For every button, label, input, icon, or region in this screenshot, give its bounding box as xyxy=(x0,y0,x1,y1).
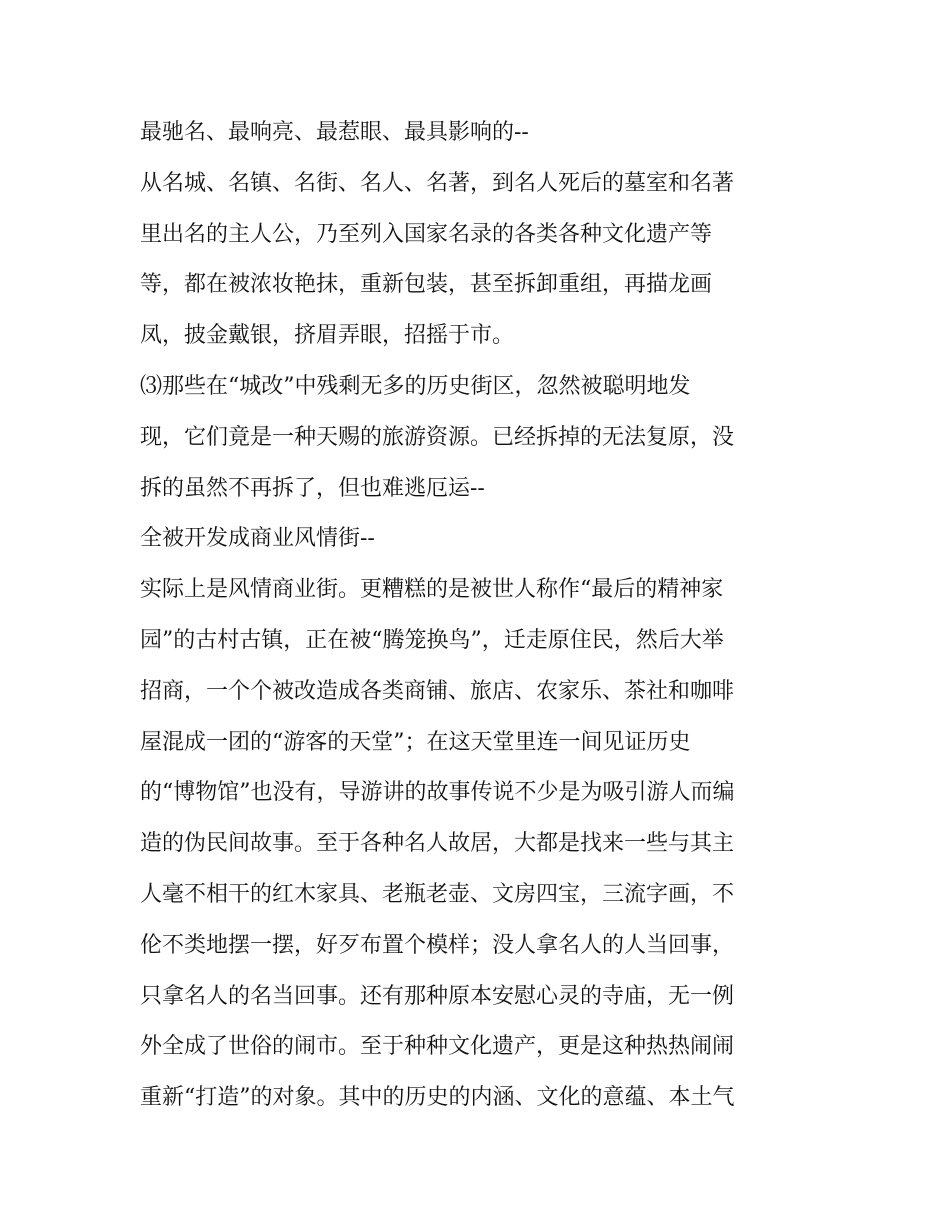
body-text xyxy=(140,108,820,1124)
text-line: 人毫不相干的红木家具、老瓶老壶、文房四宝，三流字画，不 xyxy=(140,881,735,907)
text-line: 等，都在被浓妆艳抹，重新包装，甚至拆卸重组，再描龙画 xyxy=(140,272,713,298)
text-line: 的“博物馆”也没有，导游讲的故事传说不少是为吸引游人而编 xyxy=(140,780,735,806)
text-line: 里出名的主人公，乃至列入国家名录的各类各种文化遗产等 xyxy=(140,221,713,247)
text-line: 实际上是风情商业街。更糟糕的是被世人称作“最后的精神家 xyxy=(140,577,724,603)
text-line: 屋混成一团的“游客的天堂”；在这天堂里连一间见证历史 xyxy=(140,729,691,755)
text-line: 只拿名人的名当回事。还有那种原本安慰心灵的寺庙，无一例 xyxy=(140,983,735,1009)
text-line: ⑶那些在“城改”中残剩无多的历史街区，忽然被聪明地发 xyxy=(140,373,691,399)
text-line: 外全成了世俗的闹市。至于种种文化遗产，更是这种热热闹闹 xyxy=(140,1034,735,1060)
text-line: 重新“打造”的对象。其中的历史的内涵、文化的意蕴、本土气 xyxy=(140,1085,735,1111)
text-line: 造的伪民间故事。至于各种名人故居，大都是找来一些与其主 xyxy=(140,831,735,857)
text-line: 园”的古村古镇，正在被“腾笼换鸟”，迁走原住民，然后大举 xyxy=(140,627,724,653)
text-line: 从名城、名镇、名街、名人、名著，到名人死后的墓室和名著 xyxy=(140,170,735,196)
text-line: 最驰名、最响亮、最惹眼、最具影响的-- xyxy=(140,120,529,145)
text-line: 现，它们竟是一种天赐的旅游资源。已经拆掉的无法复原，没 xyxy=(140,424,735,450)
text-line: 招商，一个个被改造成各类商铺、旅店、农家乐、茶社和咖啡 xyxy=(140,678,735,704)
text-line: 全被开发成商业风情街-- xyxy=(140,526,375,552)
text-line: 凤，披金戴银，挤眉弄眼，招摇于市。 xyxy=(140,323,515,349)
text-line: 拆的虽然不再拆了，但也难逃厄运-- xyxy=(140,475,485,501)
text-line: 伦不类地摆一摆，好歹布置个模样；没人拿名人的人当回事， xyxy=(140,932,735,958)
